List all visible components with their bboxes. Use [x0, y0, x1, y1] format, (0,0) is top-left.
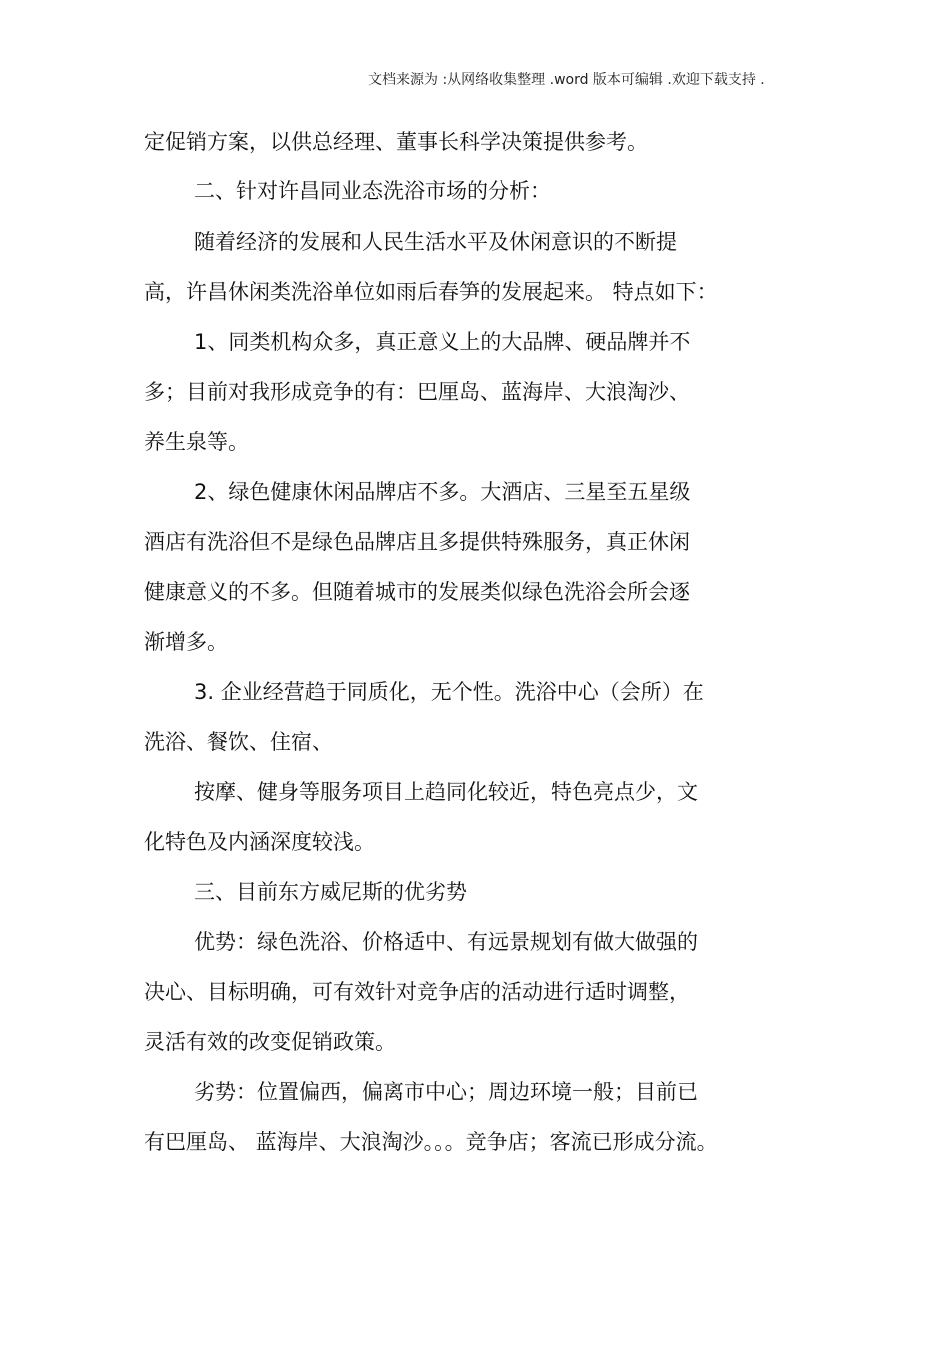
text-line: 酒店有洗浴但不是绿色品牌店且多提供特殊服务，真正休闲: [144, 530, 690, 554]
text-line: 高，许昌休闲类洗浴单位如雨后春笋的发展起来。 特点如下：: [144, 280, 718, 304]
text-line: 有巴厘岛、 蓝海岸、大浪淘沙。。。竞争店；客流已形成分流。: [144, 1130, 718, 1154]
list-item-3: 3. 企业经营趋于同质化，无个性。洗浴中心（会所）在: [194, 680, 704, 704]
text-line: 养生泉等。: [144, 430, 249, 454]
text-line: 渐增多。: [144, 630, 228, 654]
text-line: 劣势：位置偏西，偏离市中心；周边环境一般；目前已: [194, 1080, 698, 1104]
text-line: 化特色及内涵深度较浅。: [144, 830, 375, 854]
page-header: 文档来源为 :从网络收集整理 .word 版本可编辑 .欢迎下载支持 .: [368, 72, 765, 88]
section-heading-3: 三、目前东方威尼斯的优劣势: [194, 880, 467, 904]
text-line: 优势：绿色洗浴、价格适中、有远景规划有做大做强的: [194, 930, 698, 954]
text-line: 决心、目标明确，可有效针对竞争店的活动进行适时调整，: [144, 980, 690, 1004]
text-line: 多；目前对我形成竞争的有：巴厘岛、蓝海岸、大浪淘沙、: [144, 380, 690, 404]
text-line: 按摩、健身等服务项目上趋同化较近，特色亮点少，文: [194, 780, 698, 804]
text-line: 灵活有效的改变促销政策。: [144, 1030, 396, 1054]
list-item-2: 2、绿色健康休闲品牌店不多。大酒店、三星至五星级: [194, 480, 691, 504]
list-item-1: 1、同类机构众多，真正意义上的大品牌、硬品牌并不: [194, 330, 691, 354]
text-line: 洗浴、餐饮、住宿、: [144, 730, 333, 754]
text-line: 随着经济的发展和人民生活水平及休闲意识的不断提: [194, 230, 677, 254]
section-heading-2: 二、针对许昌同业态洗浴市场的分析：: [194, 179, 551, 203]
text-line: 健康意义的不多。但随着城市的发展类似绿色洗浴会所会逐: [144, 580, 690, 604]
text-line: 定促销方案，以供总经理、董事长科学决策提供参考。: [144, 130, 648, 154]
